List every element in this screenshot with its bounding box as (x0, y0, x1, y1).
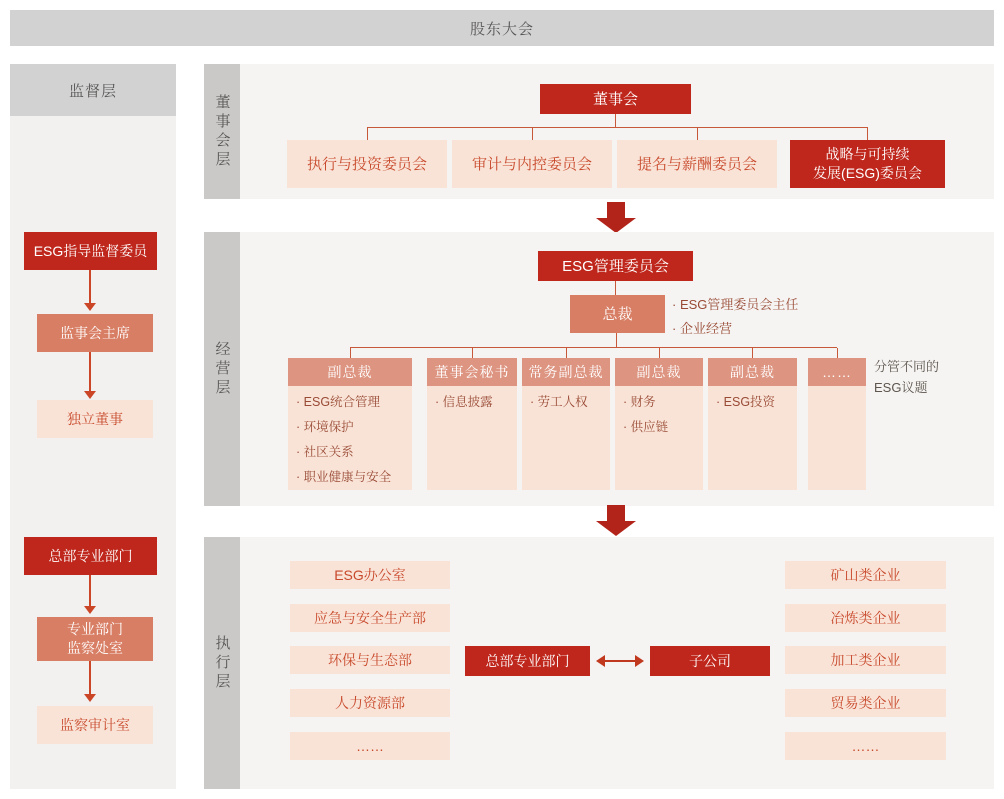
duty-item: · 供应链 (623, 420, 697, 435)
exec-title: 副总裁 (708, 358, 797, 386)
connector (867, 128, 868, 140)
exec-duties (708, 386, 797, 490)
note-line1: 分管不同的 (874, 359, 940, 374)
connector (615, 114, 616, 128)
president-box: 总裁 (570, 295, 665, 333)
duty-item: · 职业健康与安全 (296, 470, 406, 485)
down-arrow-icon (83, 270, 97, 311)
connector (615, 281, 616, 295)
exec-title: 副总裁 (288, 358, 412, 386)
board-secretary-box (427, 358, 517, 490)
strategy-esg-committee-box (790, 140, 945, 188)
vp-finance-box (615, 358, 703, 490)
environment-ecology-dept-box: 环保与生态部 (290, 646, 450, 674)
esg-office-box: ESG办公室 (290, 561, 450, 589)
hr-dept-box: 人力资源部 (290, 689, 450, 717)
president-note: · ESG管理委员会主任 (672, 297, 798, 312)
connector (837, 348, 838, 358)
duty-item: · ESG统合管理 (296, 395, 406, 410)
vp-esg-investment-box (708, 358, 797, 490)
duty-item: · 社区关系 (296, 445, 406, 460)
supervision-audit-office-box: 监察审计室 (37, 706, 153, 744)
exec-duties (808, 386, 866, 490)
president-note: · 企业经营 (672, 321, 798, 336)
exec-title: …… (808, 358, 866, 386)
more-depts-box: …… (290, 732, 450, 760)
supervisory-board-chairman-box: 监事会主席 (37, 314, 153, 352)
connector (532, 128, 533, 140)
exec-duties (288, 386, 412, 490)
management-layer-strip: 经营层 (204, 232, 240, 506)
exec-duties (427, 386, 517, 490)
more-enterprises-box: …… (785, 732, 946, 760)
double-arrow-icon (596, 655, 644, 667)
hq-departments-box: 总部专业部门 (465, 646, 590, 676)
smelting-enterprises-box: 冶炼类企业 (785, 604, 946, 632)
connector (367, 127, 868, 128)
esg-topics-note (874, 356, 939, 398)
shareholders-meeting-bar: 股东大会 (10, 10, 994, 46)
strategy-esg-committee-line1: 战略与可持续 (825, 146, 910, 162)
dept-supervision-office-line2: 监察处室 (67, 640, 123, 656)
board-of-directors-box: 董事会 (540, 84, 691, 114)
down-arrow-icon (83, 661, 97, 702)
duty-item: · 劳工人权 (530, 395, 604, 410)
audit-internal-control-committee-box: 审计与内控委员会 (452, 140, 612, 188)
nomination-remuneration-committee-box: 提名与薪酬委员会 (617, 140, 777, 188)
exec-duties (522, 386, 610, 490)
connector (566, 348, 567, 358)
connector (752, 348, 753, 358)
executive-vp-box (522, 358, 610, 490)
duty-item: · 信息披露 (435, 395, 511, 410)
connector (350, 348, 351, 358)
dept-supervision-office-line1: 专业部门 (67, 621, 123, 637)
emergency-safety-dept-box: 应急与安全生产部 (290, 604, 450, 632)
section-down-arrow-icon (596, 202, 636, 233)
more-executives-box (808, 358, 866, 490)
execution-layer-strip: 执行层 (204, 537, 240, 789)
dept-supervision-office-box (37, 617, 153, 661)
duty-item: · 环境保护 (296, 420, 406, 435)
hq-professional-departments-box: 总部专业部门 (24, 537, 157, 575)
exec-title: 董事会秘书 (427, 358, 517, 386)
down-arrow-icon (83, 575, 97, 614)
independent-directors-box: 独立董事 (37, 400, 153, 438)
exec-title: 副总裁 (615, 358, 703, 386)
connector (367, 128, 368, 140)
exec-duties (615, 386, 703, 490)
duty-item: · 财务 (623, 395, 697, 410)
processing-enterprises-box: 加工类企业 (785, 646, 946, 674)
connector (472, 348, 473, 358)
section-down-arrow-icon (596, 505, 636, 536)
exec-title: 常务副总裁 (522, 358, 610, 386)
connector (697, 128, 698, 140)
duty-item: · ESG投资 (716, 395, 791, 410)
esg-guidance-supervision-box: ESG指导监督委员 (24, 232, 157, 270)
down-arrow-icon (83, 352, 97, 399)
strategy-esg-committee-line2: 发展(ESG)委员会 (813, 165, 922, 181)
connector (616, 333, 617, 347)
connector (659, 348, 660, 358)
subsidiary-box: 子公司 (650, 646, 770, 676)
exec-investment-committee-box: 执行与投资委员会 (287, 140, 447, 188)
vp-esg-box (288, 358, 412, 490)
supervisory-layer-header: 监督层 (10, 64, 176, 116)
mining-enterprises-box: 矿山类企业 (785, 561, 946, 589)
note-line2: ESG议题 (874, 380, 928, 395)
connector (350, 347, 837, 348)
esg-management-committee-box: ESG管理委员会 (538, 251, 693, 281)
president-notes (672, 297, 798, 345)
trading-enterprises-box: 贸易类企业 (785, 689, 946, 717)
board-layer-strip: 董事会层 (204, 64, 240, 199)
